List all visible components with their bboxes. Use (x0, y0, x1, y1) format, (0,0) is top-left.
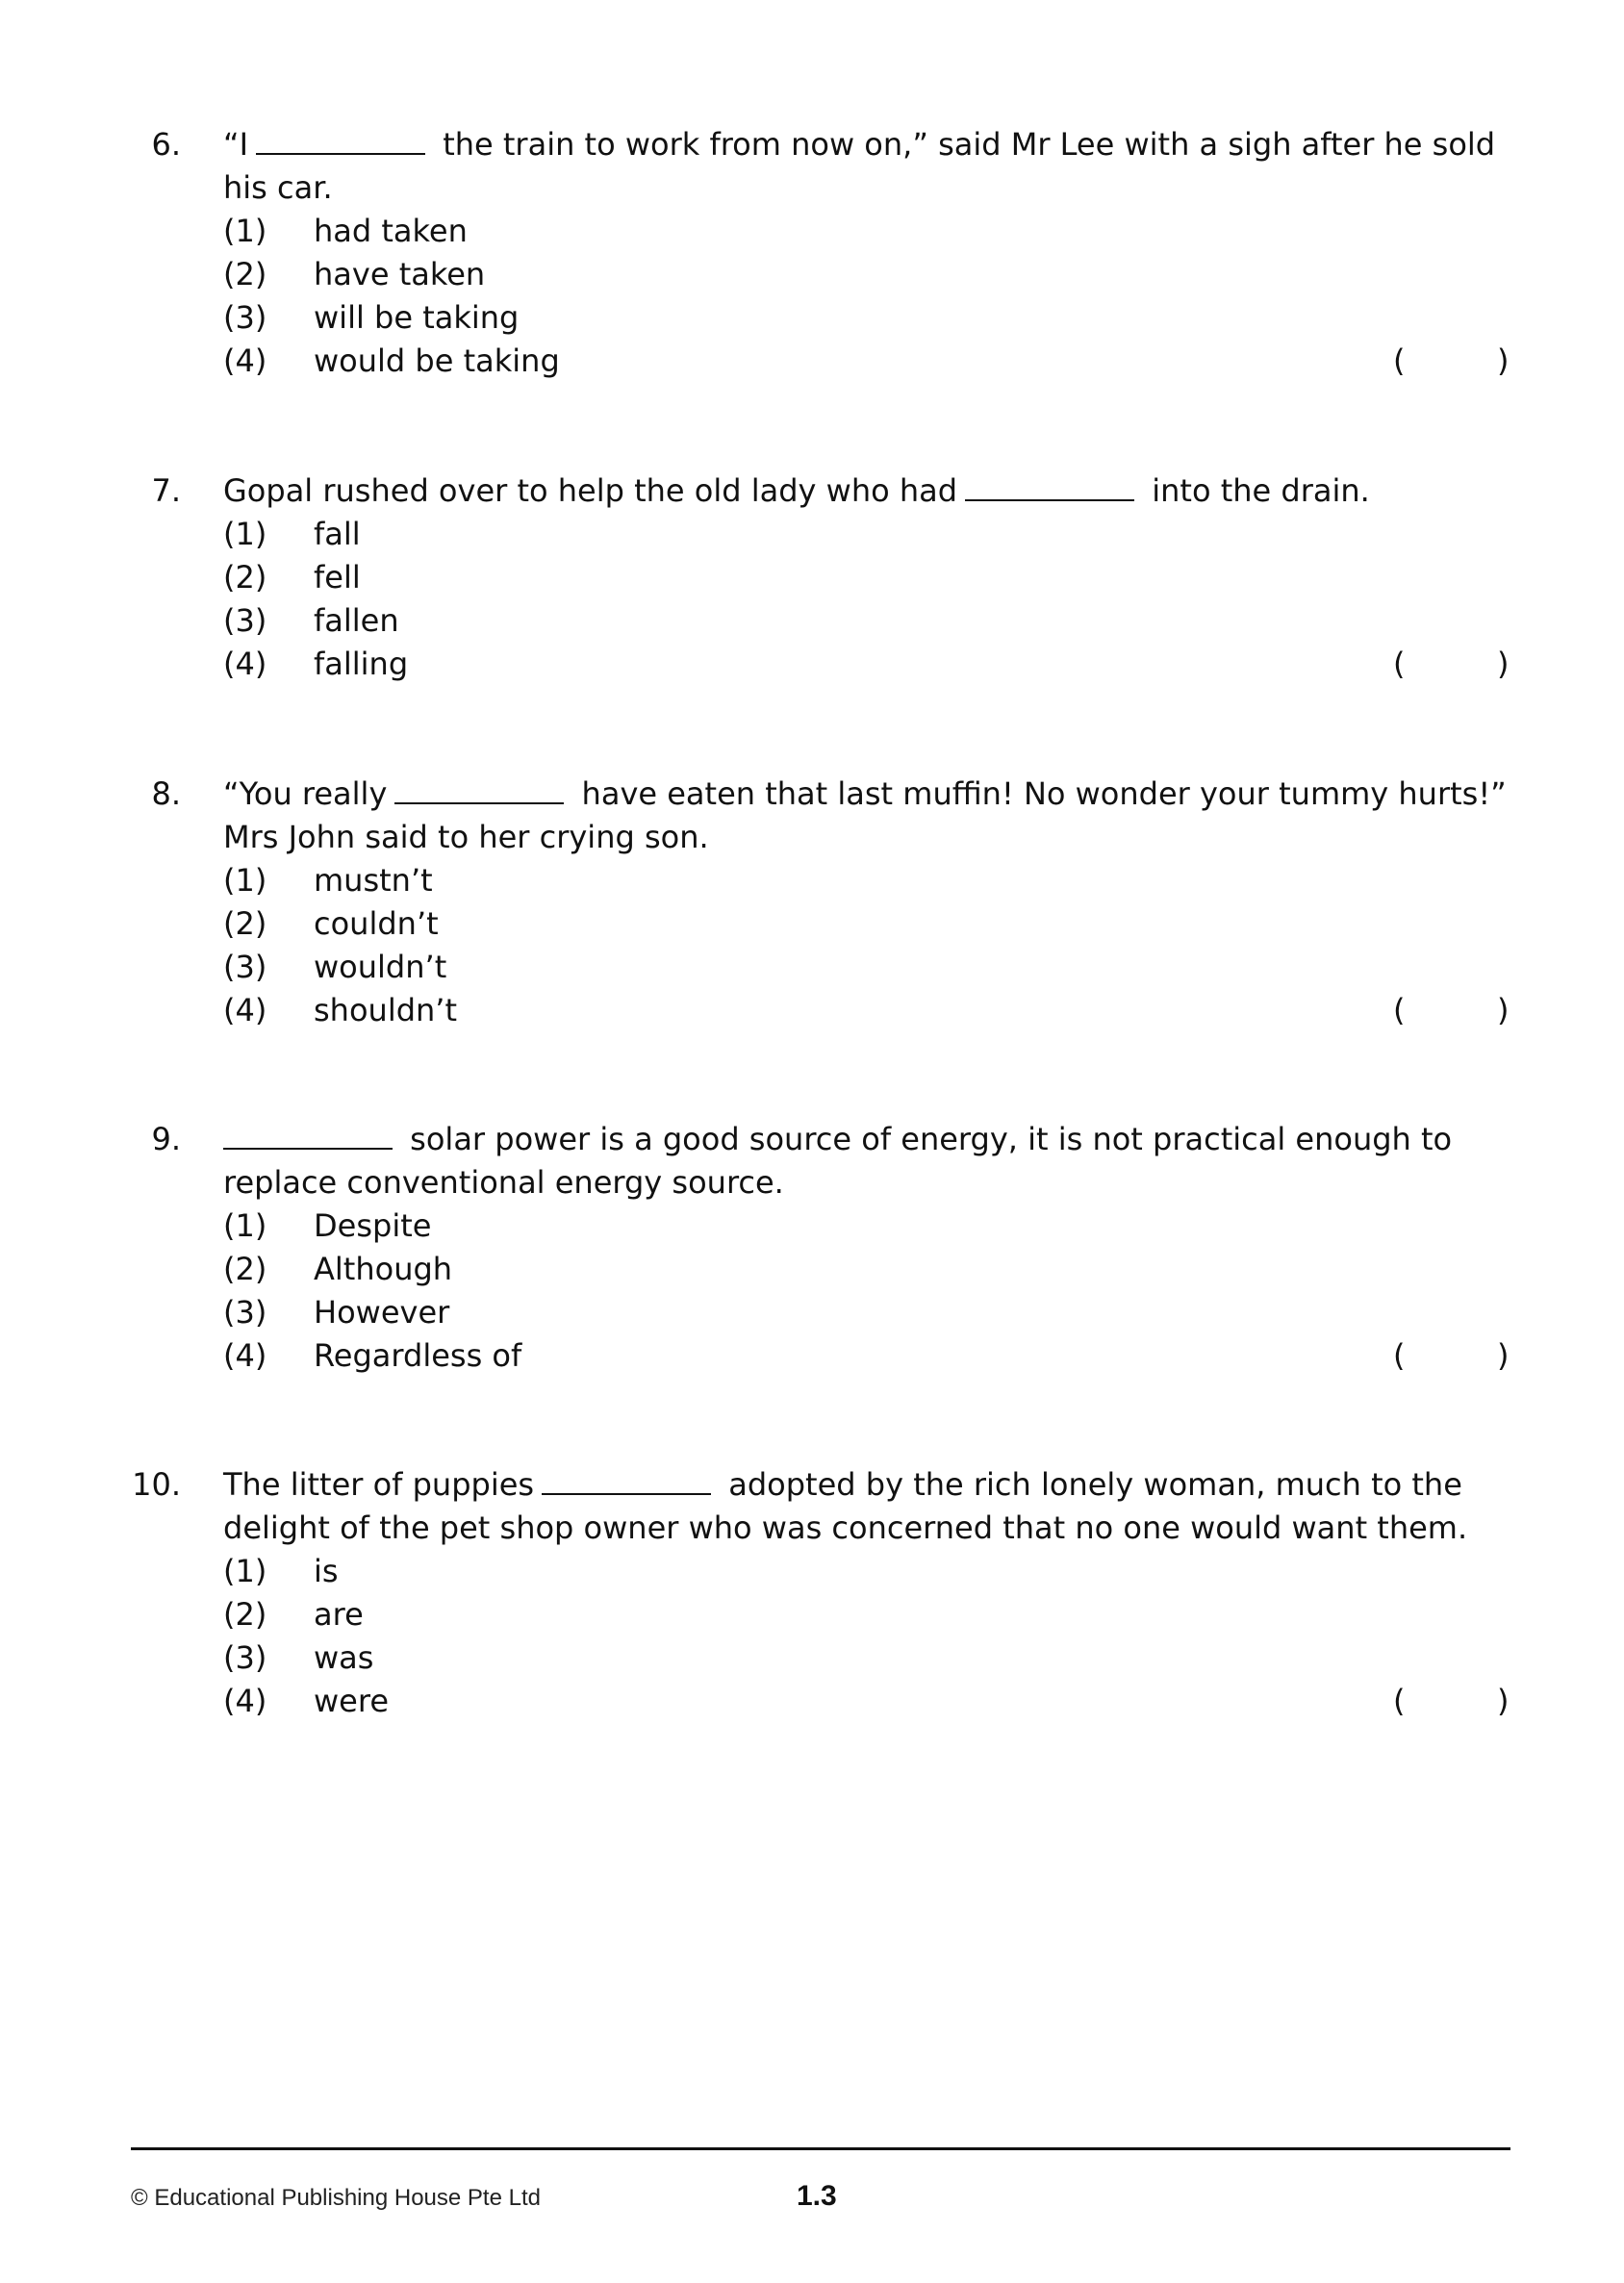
option-text: Despite (314, 1207, 432, 1244)
option-label: (2) (223, 1251, 267, 1287)
option (223, 1680, 1512, 1723)
option-label: (3) (223, 299, 267, 336)
question-number: 7. (151, 472, 181, 509)
option (223, 513, 1512, 556)
option-list (223, 1205, 1512, 1378)
question-stem (223, 1463, 1512, 1550)
option-label: (4) (223, 342, 267, 379)
option-text: falling (314, 646, 409, 682)
option (223, 859, 1512, 902)
option-text: Regardless of (314, 1337, 522, 1374)
stem-before: Gopal rushed over to help the old lady who had (223, 472, 958, 509)
option (223, 1248, 1512, 1291)
answer-close-paren: ) (1497, 992, 1510, 1028)
question-stem (223, 469, 1512, 513)
option (223, 1334, 1512, 1378)
question-stem (223, 1118, 1512, 1205)
answer-close-paren: ) (1497, 1337, 1510, 1374)
option-label: (2) (223, 256, 267, 292)
question-stem (223, 123, 1512, 210)
option-text: mustn’t (314, 862, 433, 899)
stem-before: The litter of puppies (223, 1466, 535, 1503)
answer-open-paren: ( (1393, 1337, 1406, 1374)
option-label: (1) (223, 213, 267, 249)
option (223, 946, 1512, 989)
answer-open-paren: ( (1393, 992, 1406, 1028)
option-label: (3) (223, 949, 267, 985)
option (223, 902, 1512, 946)
option-label: (1) (223, 1207, 267, 1244)
footer-divider (131, 2147, 1510, 2150)
option-label: (4) (223, 1337, 267, 1374)
option (223, 1205, 1512, 1248)
answer-close-paren: ) (1497, 646, 1510, 682)
question-number: 10. (132, 1466, 181, 1503)
option-text: had taken (314, 213, 468, 249)
option-list (223, 210, 1512, 383)
option-text: have taken (314, 256, 486, 292)
option (223, 1636, 1512, 1680)
option-label: (3) (223, 1639, 267, 1676)
option-label: (2) (223, 1596, 267, 1633)
stem-after: into the drain. (1142, 472, 1370, 509)
option-label: (1) (223, 862, 267, 899)
option-list (223, 1550, 1512, 1723)
answer-blank (256, 130, 425, 155)
answer-blank (542, 1470, 711, 1495)
answer-open-paren: ( (1393, 1683, 1406, 1719)
question-number: 9. (151, 1121, 181, 1157)
option-label: (3) (223, 1294, 267, 1331)
page-number: 1.3 (797, 2180, 837, 2212)
option-text: fall (314, 516, 361, 552)
answer-blank (965, 476, 1134, 501)
option-text: Although (314, 1251, 453, 1287)
option-text: were (314, 1683, 389, 1719)
option (223, 643, 1512, 686)
option-text: fallen (314, 602, 399, 639)
option-text: would be taking (314, 342, 560, 379)
answer-blank (394, 779, 564, 804)
stem-after: have eaten that last muffin! No wonder your tummy hurts!” Mrs John said to her crying son. (223, 775, 1507, 855)
option-text: was (314, 1639, 374, 1676)
option-label: (1) (223, 516, 267, 552)
answer-open-paren: ( (1393, 646, 1406, 682)
option (223, 989, 1512, 1032)
option-label: (3) (223, 602, 267, 639)
answer-close-paren: ) (1497, 342, 1510, 379)
option-label: (4) (223, 1683, 267, 1719)
option-text: fell (314, 559, 361, 596)
stem-after: the train to work from now on,” said Mr Lee with a sigh after he sold his car. (223, 126, 1496, 206)
option (223, 599, 1512, 643)
option-label: (2) (223, 905, 267, 942)
answer-open-paren: ( (1393, 342, 1406, 379)
stem-after: adopted by the rich lonely woman, much to the delight of the pet shop owner who was concerned that no one would want them. (223, 1466, 1468, 1546)
stem-after: solar power is a good source of energy, it is not practical enough to replace conventional energy source. (223, 1121, 1453, 1201)
stem-before: “You really (223, 775, 388, 812)
option-text: will be taking (314, 299, 520, 336)
stem-before: “I (223, 126, 249, 163)
question-stem (223, 773, 1512, 859)
answer-close-paren: ) (1497, 1683, 1510, 1719)
option (223, 340, 1512, 383)
option-text: is (314, 1553, 339, 1589)
question-number: 6. (151, 126, 181, 163)
option-label: (4) (223, 646, 267, 682)
option (223, 556, 1512, 599)
option-label: (2) (223, 559, 267, 596)
option (223, 1593, 1512, 1636)
option (223, 253, 1512, 296)
footer-copyright: © Educational Publishing House Pte Ltd (131, 2185, 541, 2211)
option-list (223, 513, 1512, 686)
option-text: couldn’t (314, 905, 439, 942)
option-text: wouldn’t (314, 949, 447, 985)
option (223, 296, 1512, 340)
option-list (223, 859, 1512, 1032)
question-number: 8. (151, 775, 181, 812)
option (223, 1550, 1512, 1593)
option-label: (4) (223, 992, 267, 1028)
option-text: are (314, 1596, 364, 1633)
option (223, 210, 1512, 253)
option-text: However (314, 1294, 450, 1331)
answer-blank (223, 1125, 393, 1150)
option (223, 1291, 1512, 1334)
option-text: shouldn’t (314, 992, 458, 1028)
option-label: (1) (223, 1553, 267, 1589)
